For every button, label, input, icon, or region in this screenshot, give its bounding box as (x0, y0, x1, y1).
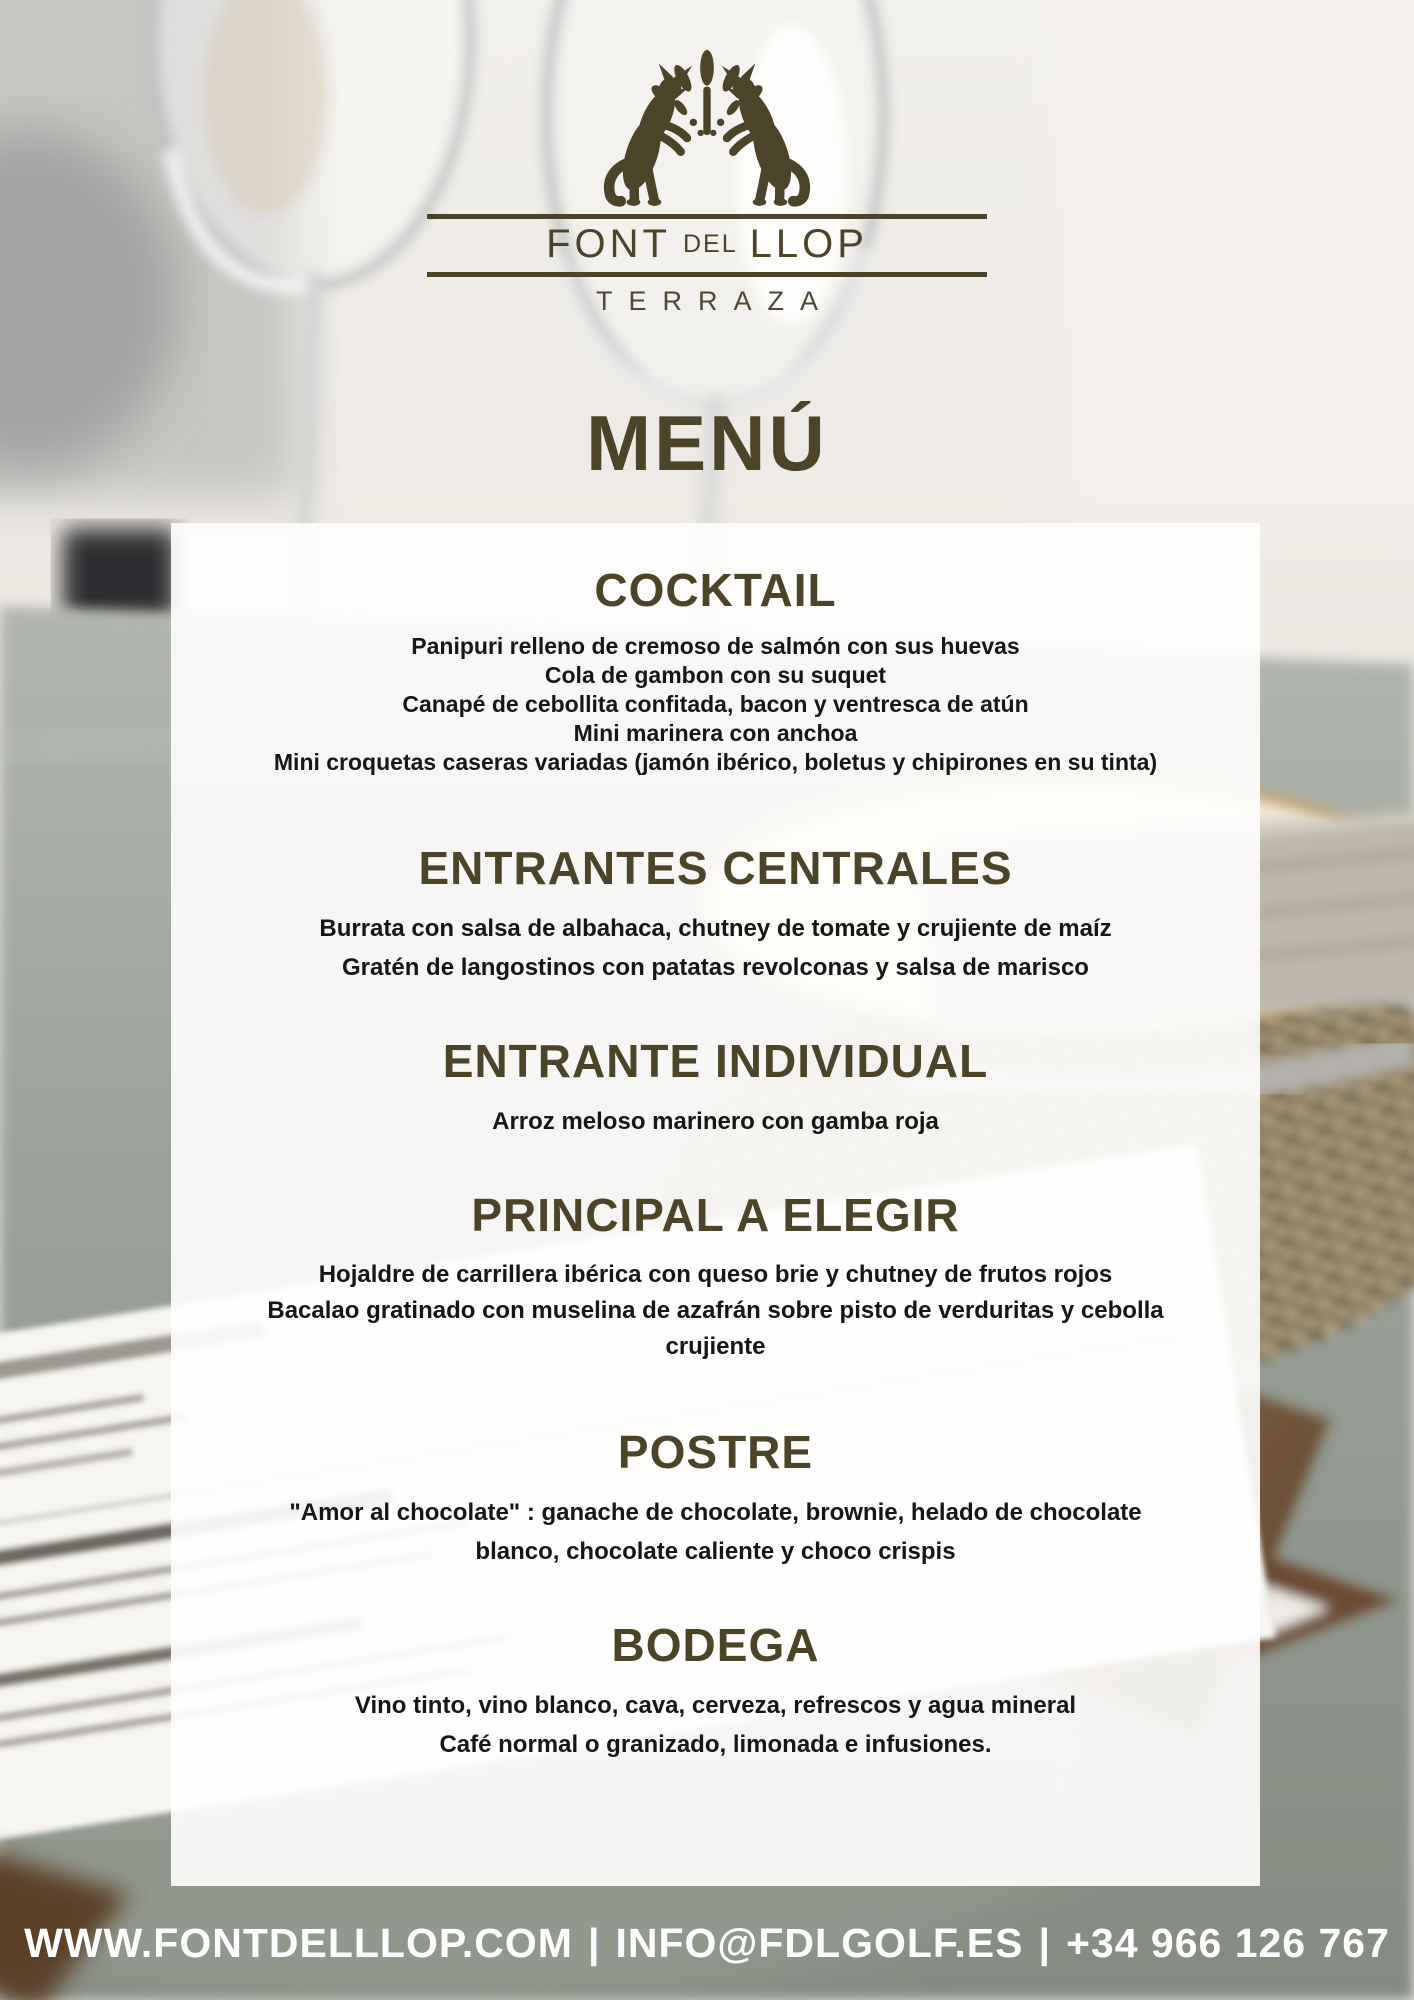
section-heading: POSTRE (617, 1426, 814, 1479)
menu-item: Arroz meloso marinero con gamba roja (492, 1108, 939, 1136)
menu-item: Cola de gambon con su suquet (544, 662, 887, 689)
menu-item: Mini marinera con anchoa (573, 720, 858, 747)
section-heading: COCKTAIL (594, 564, 837, 616)
page-title: MENÚ (586, 399, 828, 487)
menu-item: Mini croquetas caseras variadas (jamón ibérico, boletus y chipirones en su tinta) (273, 749, 1158, 776)
section-heading: BODEGA (611, 1619, 820, 1672)
section-heading: PRINCIPAL A ELEGIR (471, 1189, 960, 1242)
menu-item: Panipuri relleno de cremoso de salmón con sus huevas (411, 633, 1020, 660)
menu-item: Vino tinto, vino blanco, cava, cerveza, refrescos y agua mineral (354, 1692, 1077, 1720)
brand-name (427, 214, 987, 277)
menu-section-principal-a-elegir (195, 1188, 1236, 1365)
menu-section-entrantes-centrales (195, 841, 1236, 988)
menu-item: Café normal o granizado, limonada e infusiones. (439, 1731, 992, 1759)
menu-card (171, 523, 1260, 1886)
footer-website: WWW.FONTDELLLOP.COM (24, 1920, 573, 1966)
brand-word-del: DEL (682, 230, 738, 258)
brand-word-font: FONT (546, 222, 671, 266)
menu-item: "Amor al chocolate" : ganache de chocolate, brownie, helado de chocolate blanco, chocolate caliente y choco crispis (289, 1499, 1142, 1566)
footer-phone: +34 966 126 767 (1065, 1920, 1390, 1966)
menu-section-bodega (195, 1618, 1236, 1765)
menu-item: Bacalao gratinado con muselina de azafrán sobre pisto de verduritas y cebolla crujiente (267, 1297, 1164, 1361)
footer-separator: | (587, 1920, 601, 1966)
footer-separator: | (1038, 1920, 1051, 1966)
footer-email: INFO@FDLGOLF.ES (615, 1920, 1024, 1966)
wolves-fountain-logo-icon (581, 36, 833, 215)
footer-contact (0, 1920, 1414, 1967)
menu-item: Hojaldre de carrillera ibérica con queso brie y chutney de frutos rojos (318, 1261, 1113, 1289)
brand-subtitle: TERRAZA (595, 286, 834, 316)
menu-section-cocktail (195, 563, 1236, 777)
section-heading: ENTRANTES CENTRALES (418, 842, 1013, 895)
menu-item: Canapé de cebollita confitada, bacon y ventresca de atún (402, 691, 1029, 718)
menu-item: Gratén de langostinos con patatas revolconas y salsa de marisco (342, 954, 1089, 982)
menu-item: Burrata con salsa de albahaca, chutney de tomate y crujiente de maíz (319, 915, 1112, 943)
brand-word-llop: LLOP (749, 222, 868, 266)
section-heading: ENTRANTE INDIVIDUAL (442, 1034, 989, 1087)
menu-section-entrante-individual (195, 1034, 1236, 1142)
menu-section-postre (195, 1425, 1236, 1572)
